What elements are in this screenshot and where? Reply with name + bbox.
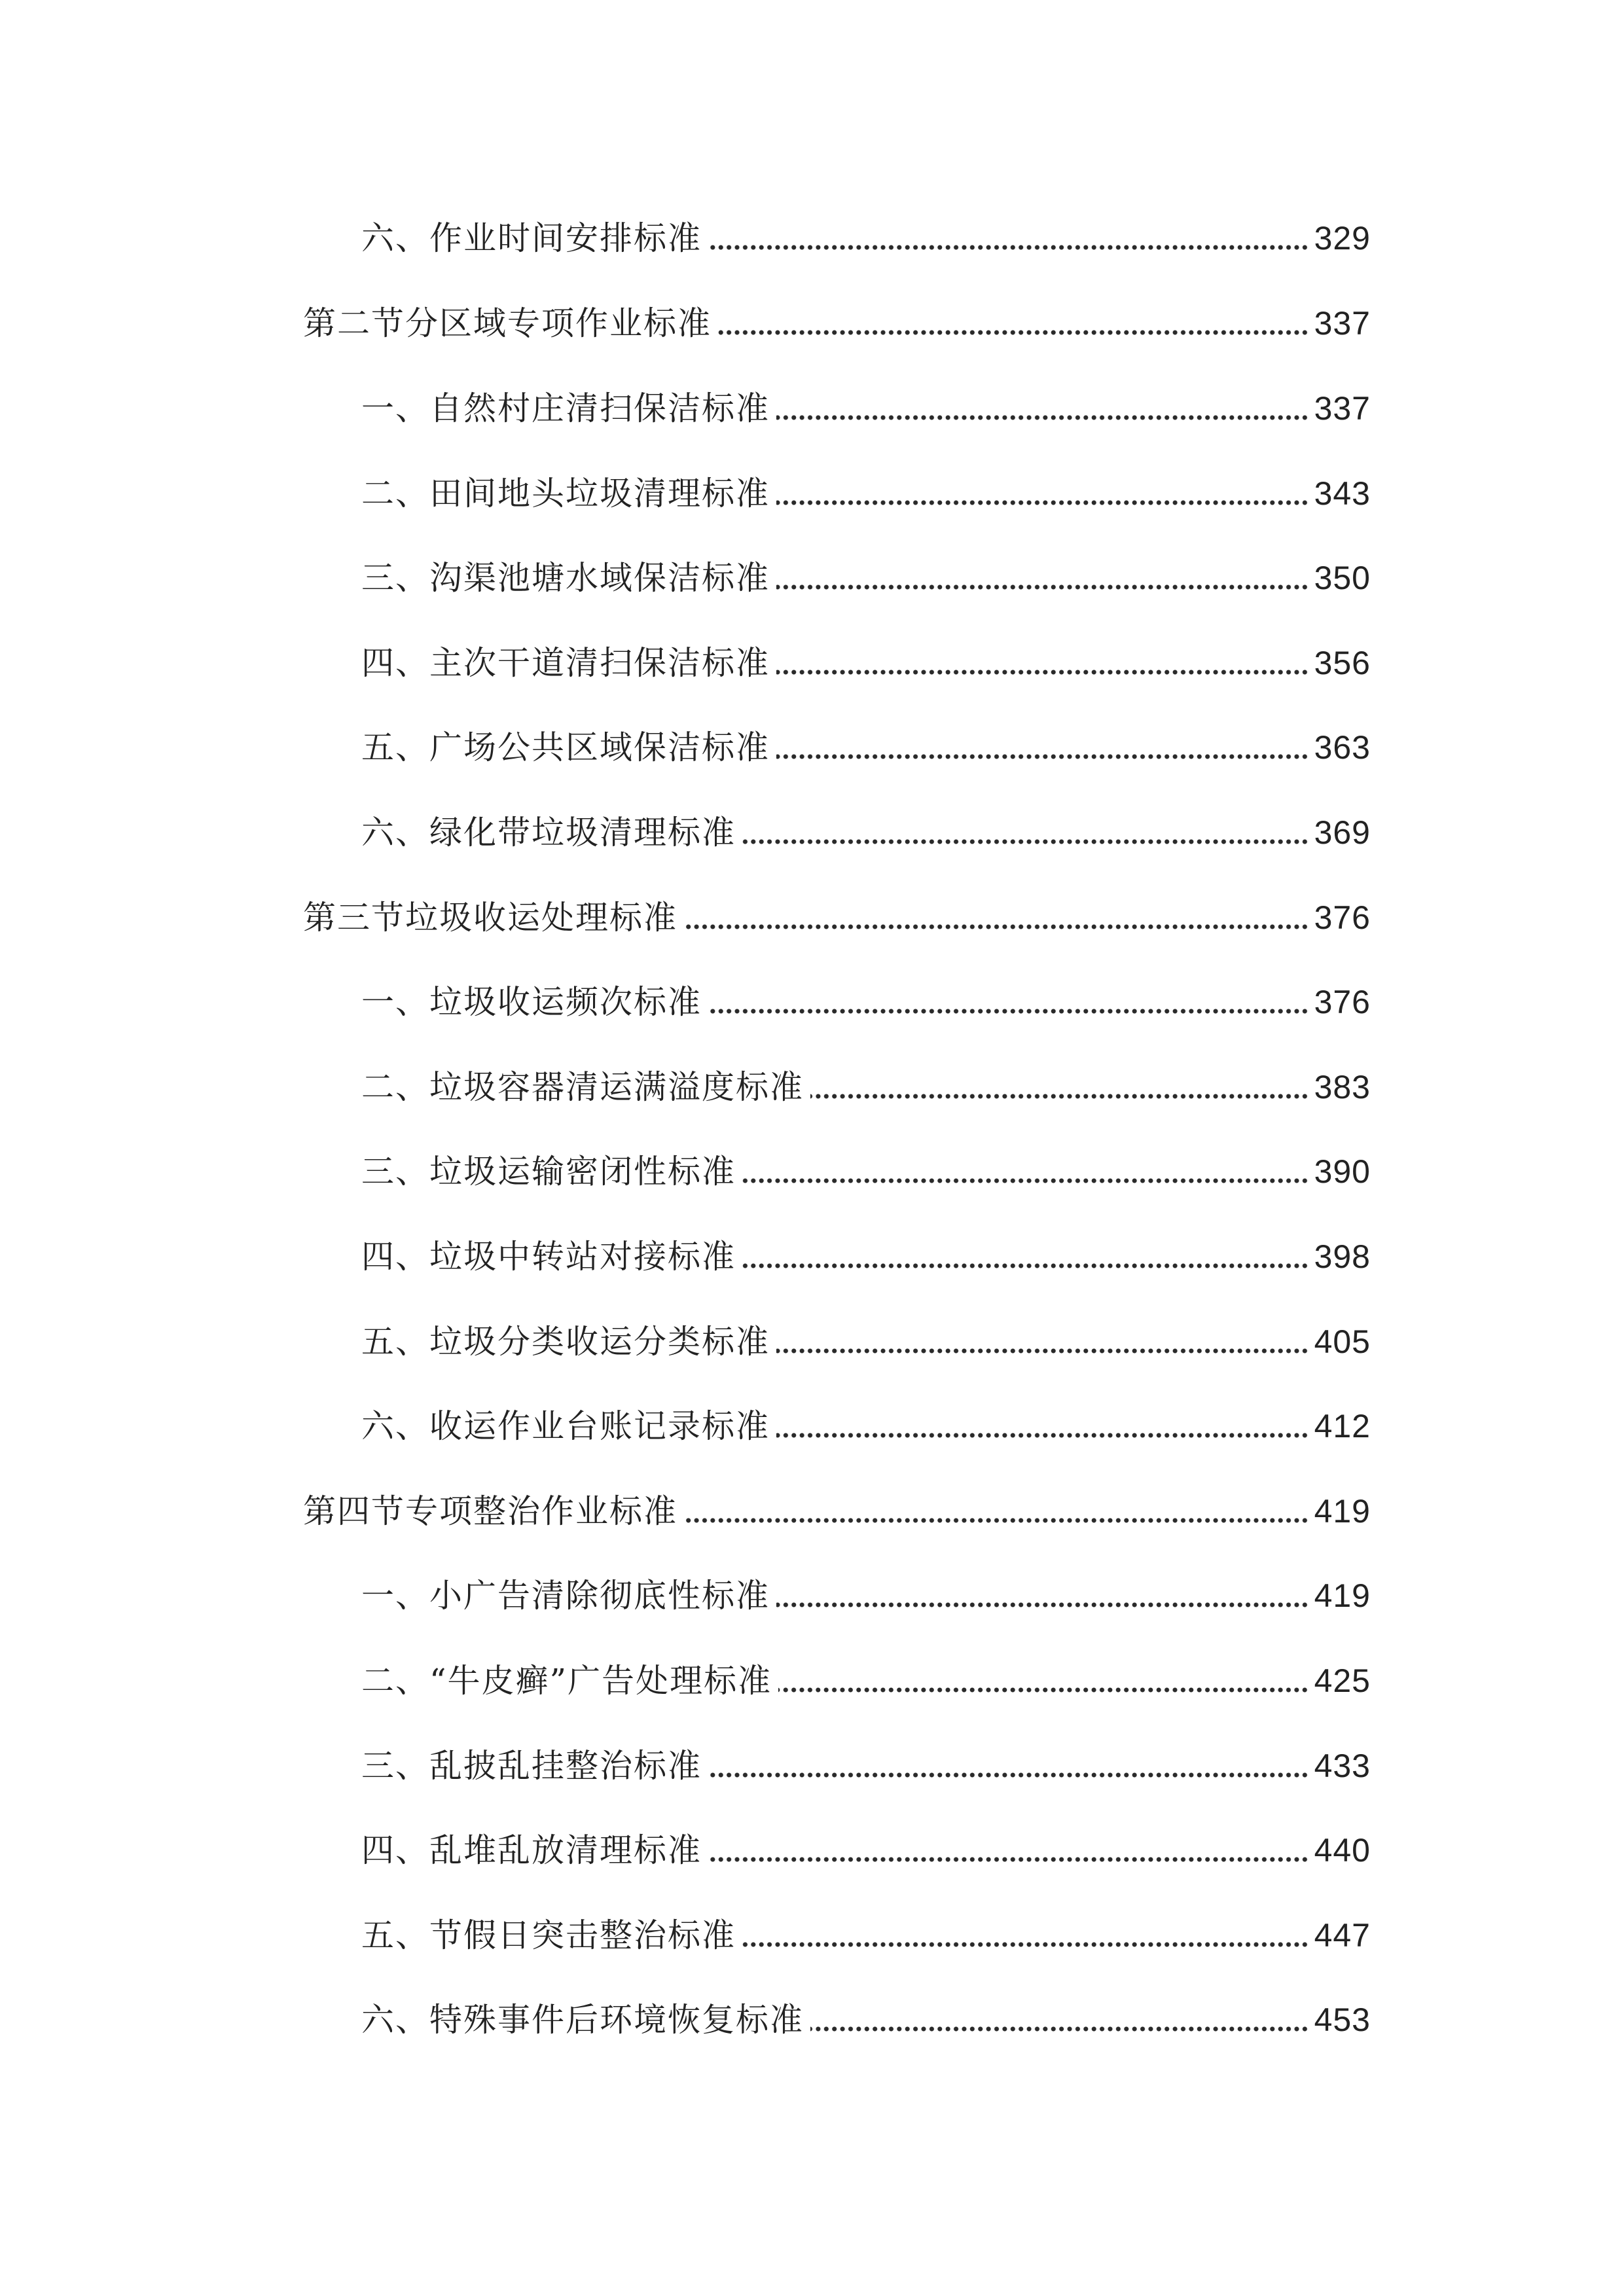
toc-entry-title: 四、乱堆乱放清理标准	[361, 1831, 702, 1869]
toc-entry[interactable]	[361, 637, 1371, 689]
dot-leader	[708, 1855, 1309, 1864]
toc-entry[interactable]	[361, 1145, 1371, 1198]
dot-leader	[776, 668, 1309, 677]
dot-leader	[708, 1007, 1309, 1016]
toc-page-number: 447	[1314, 1917, 1371, 1954]
toc-entry[interactable]	[361, 976, 1371, 1028]
toc-entry-title: 六、绿化带垃圾清理标准	[361, 814, 736, 852]
toc-page-number: 343	[1314, 475, 1371, 512]
toc-entry[interactable]	[361, 1994, 1371, 2046]
toc-entry-title: 第二节分区域专项作业标准	[303, 304, 712, 342]
toc-entry[interactable]	[361, 1824, 1371, 1876]
dot-leader	[776, 498, 1309, 507]
toc-entry[interactable]	[303, 1485, 1371, 1537]
toc-entry-title: 五、节假日突击整治标准	[361, 1916, 736, 1954]
dot-leader	[776, 1600, 1309, 1609]
dot-leader	[810, 2024, 1309, 2034]
toc-entry[interactable]	[361, 552, 1371, 604]
dot-leader	[684, 1516, 1309, 1525]
toc-entry-title: 一、自然村庄清扫保洁标准	[361, 389, 770, 427]
toc-entry[interactable]	[303, 297, 1371, 350]
dot-leader	[742, 1261, 1309, 1270]
toc-entry[interactable]	[361, 1570, 1371, 1622]
toc-entry-title: 六、作业时间安排标准	[361, 219, 702, 257]
toc-page-number: 433	[1314, 1748, 1371, 1784]
toc-entry[interactable]	[361, 1061, 1371, 1113]
toc-entry-title: 三、垃圾运输密闭性标准	[361, 1153, 736, 1191]
toc-entry-title: 一、垃圾收运频次标准	[361, 983, 702, 1021]
toc-entry-title: 一、小广告清除彻底性标准	[361, 1577, 770, 1615]
toc-page-number: 419	[1314, 1577, 1371, 1614]
dot-leader	[776, 413, 1309, 422]
toc-entry-title: 五、垃圾分类收运分类标准	[361, 1323, 770, 1361]
dot-leader	[708, 243, 1309, 252]
toc-page-number: 398	[1314, 1238, 1371, 1275]
toc-entry[interactable]	[361, 1740, 1371, 1792]
toc-page-number: 405	[1314, 1323, 1371, 1360]
toc-page-number: 425	[1314, 1662, 1371, 1699]
toc-entry-title: 三、乱披乱挂整治标准	[361, 1747, 702, 1785]
dot-leader	[718, 328, 1309, 337]
dot-leader	[742, 1940, 1309, 1949]
toc-entry-title: 第四节专项整治作业标准	[303, 1492, 677, 1530]
toc-page-number: 337	[1314, 305, 1371, 342]
toc-entry[interactable]	[361, 382, 1371, 435]
toc-page-number: 337	[1314, 390, 1371, 427]
dot-leader	[742, 1176, 1309, 1185]
toc-entry-title: 三、沟渠池塘水域保洁标准	[361, 559, 770, 597]
toc-page-number: 376	[1314, 899, 1371, 936]
toc-entry[interactable]	[361, 721, 1371, 774]
dot-leader	[810, 1092, 1309, 1101]
toc-entry-title: 六、特殊事件后环境恢复标准	[361, 2001, 804, 2039]
toc-entry-title: 五、广场公共区域保洁标准	[361, 728, 770, 766]
toc-page-number: 350	[1314, 560, 1371, 596]
toc-entry-title: 二、垃圾容器清运满溢度标准	[361, 1068, 804, 1106]
toc-entry[interactable]	[303, 891, 1371, 944]
toc-entry[interactable]	[361, 1400, 1371, 1452]
toc-page-number: 356	[1314, 645, 1371, 681]
dot-leader	[776, 1431, 1309, 1440]
dot-leader	[778, 1685, 1308, 1695]
toc-entry-title: 二、田间地头垃圾清理标准	[361, 475, 770, 512]
toc-entry[interactable]	[361, 1655, 1371, 1707]
toc-entry-title: 四、主次干道清扫保洁标准	[361, 644, 770, 682]
toc-page-number: 383	[1314, 1069, 1371, 1105]
toc-entry[interactable]	[361, 806, 1371, 859]
toc-page-number: 440	[1314, 1832, 1371, 1869]
dot-leader	[742, 837, 1309, 846]
toc-entry-title: 四、垃圾中转站对接标准	[361, 1238, 736, 1276]
toc-page-number: 369	[1314, 814, 1371, 851]
dot-leader	[776, 1346, 1309, 1355]
dot-leader	[776, 752, 1309, 761]
toc-entry-title: 六、收运作业台账记录标准	[361, 1407, 770, 1445]
toc-page-number: 419	[1314, 1493, 1371, 1530]
toc-page-number: 453	[1314, 2001, 1371, 2038]
toc-entry[interactable]	[361, 212, 1371, 264]
toc-entry-title: 第三节垃圾收运处理标准	[303, 899, 677, 937]
toc-entry[interactable]	[361, 467, 1371, 520]
dot-leader	[708, 1770, 1309, 1780]
toc-page-number: 376	[1314, 984, 1371, 1020]
toc-entry[interactable]	[361, 1909, 1371, 1962]
toc-page-number: 390	[1314, 1153, 1371, 1190]
toc-entry[interactable]	[361, 1230, 1371, 1283]
toc-entry[interactable]	[361, 1316, 1371, 1368]
toc-entry-title: 二、“牛皮癣”广告处理标准	[361, 1662, 772, 1700]
dot-leader	[776, 583, 1309, 592]
dot-leader	[684, 922, 1309, 931]
toc-page-number: 329	[1314, 220, 1371, 257]
toc-page-number: 363	[1314, 729, 1371, 766]
toc-page-number: 412	[1314, 1408, 1371, 1444]
